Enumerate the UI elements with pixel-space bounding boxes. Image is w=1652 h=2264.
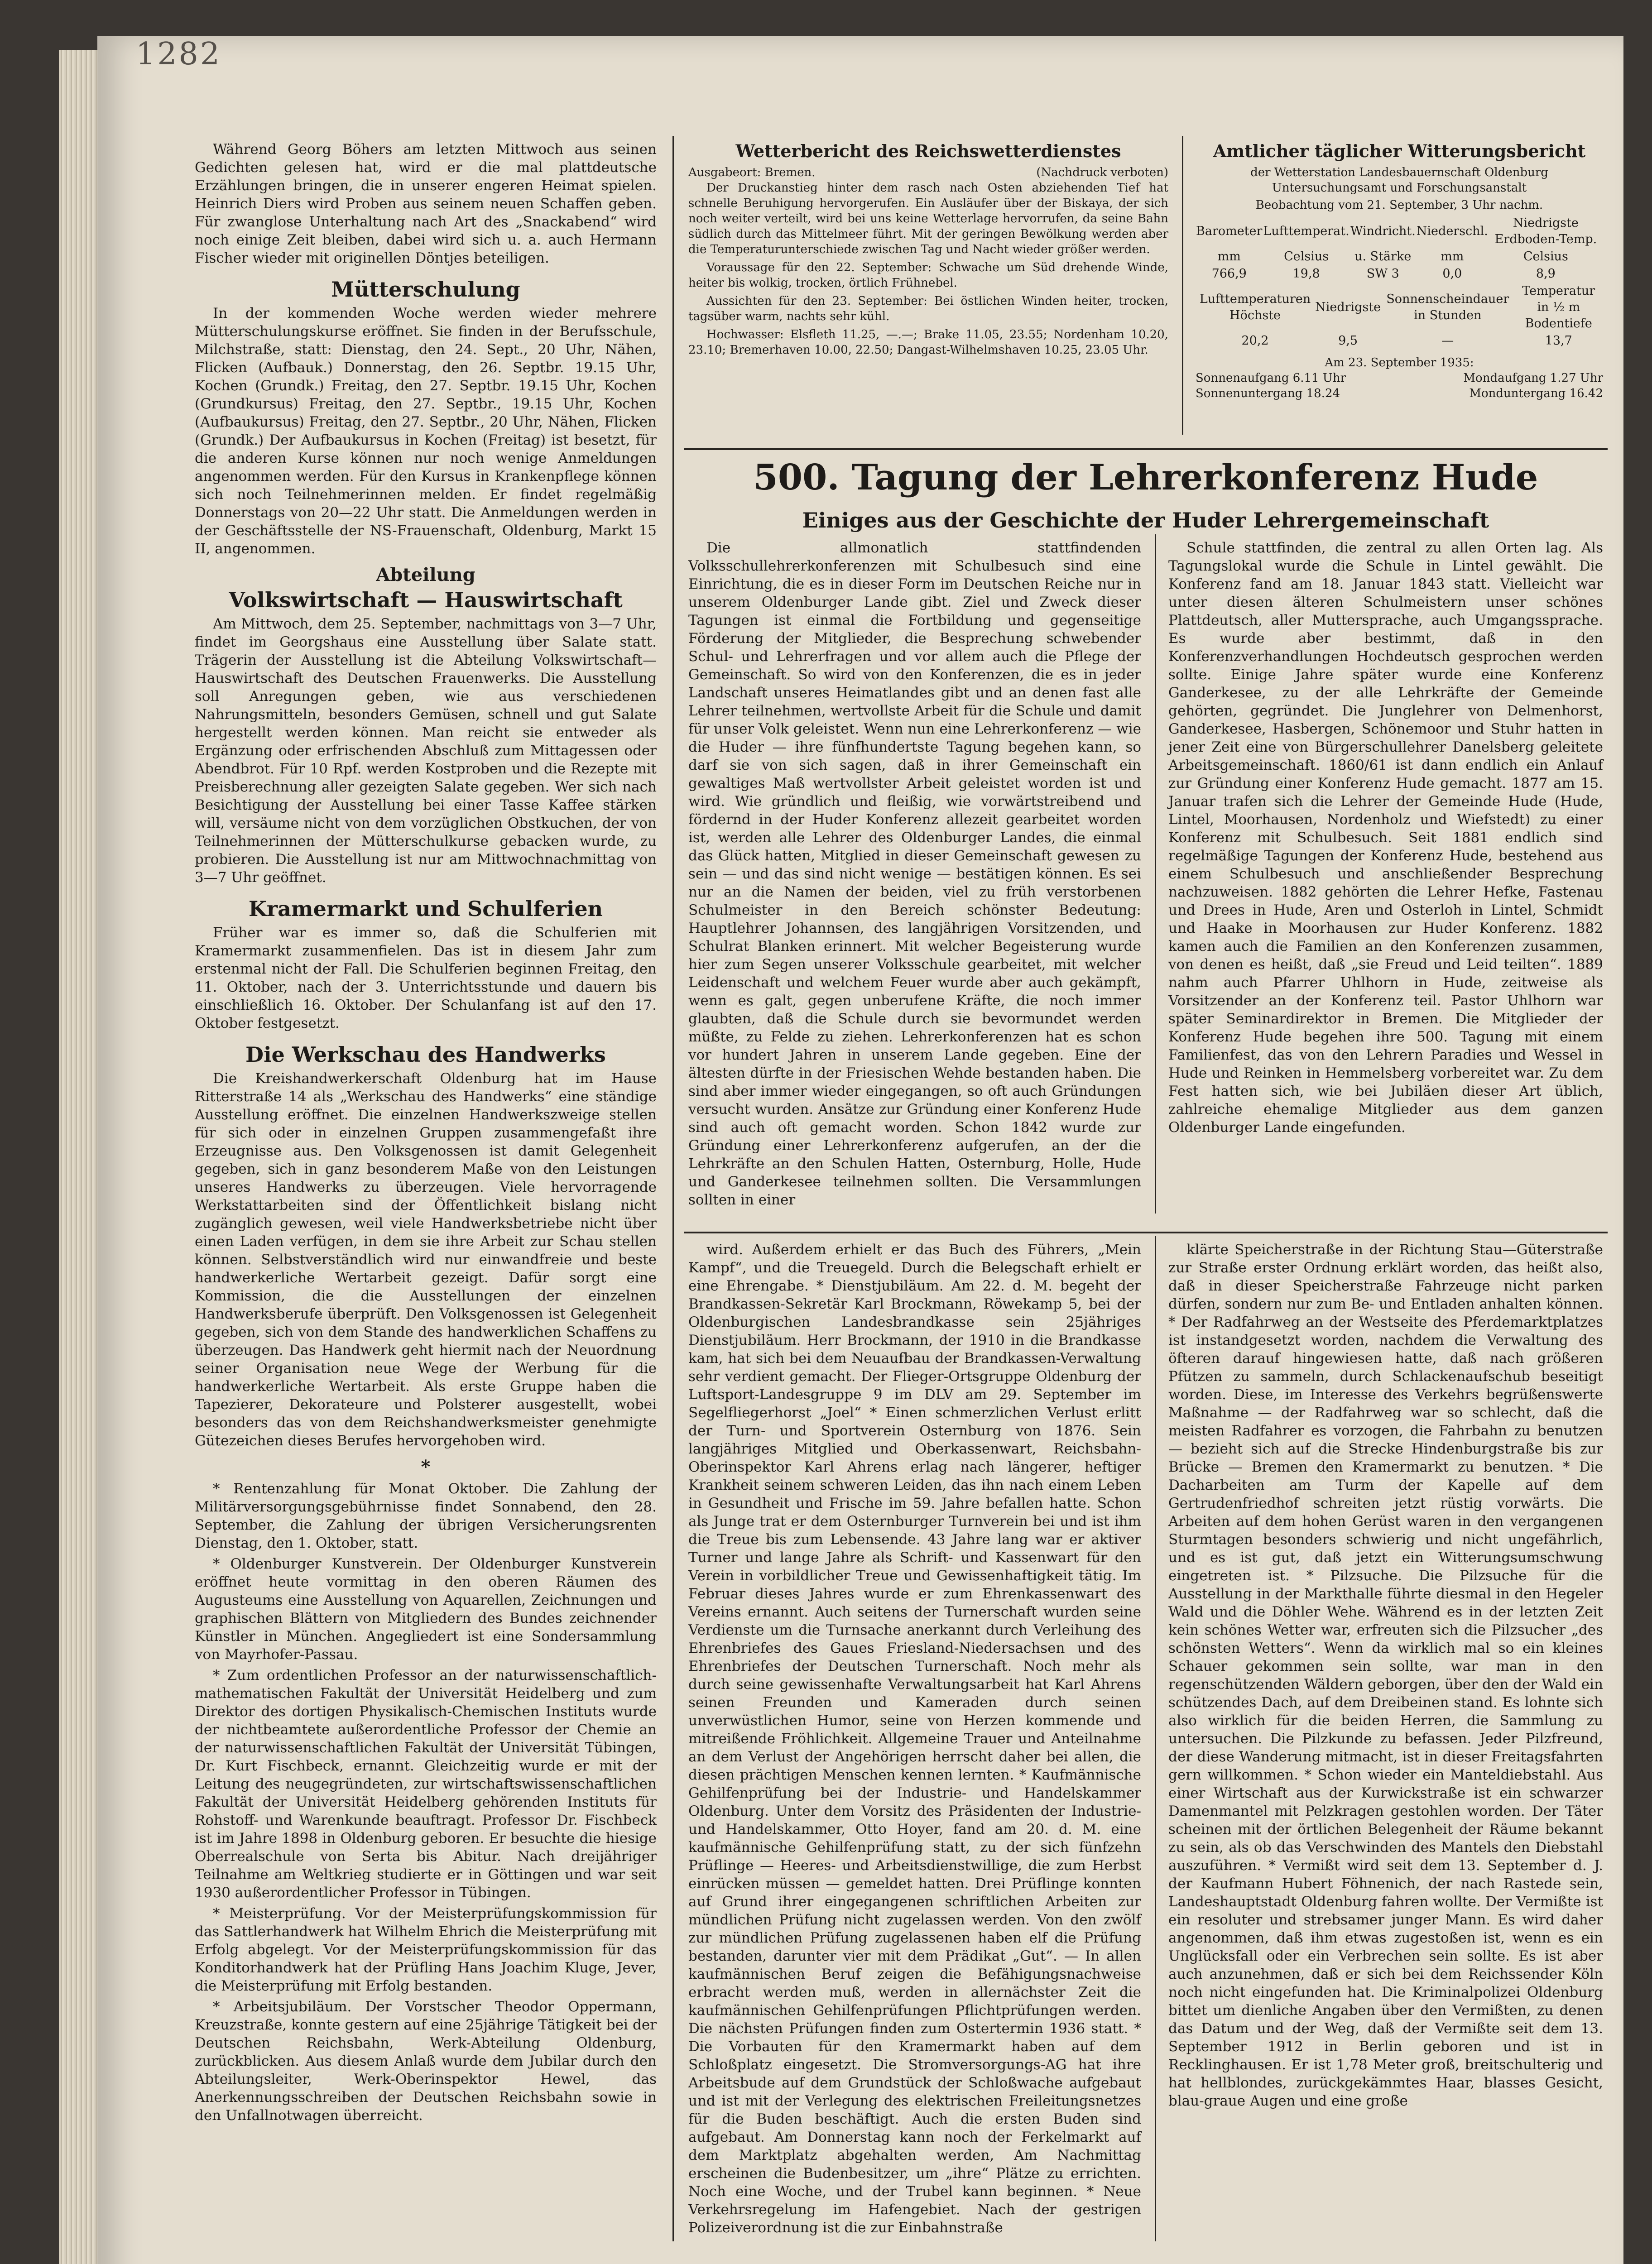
hude-right-column	[1168, 539, 1603, 1139]
temp-value: —	[1441, 334, 1454, 348]
kunstverein-text: * Oldenburger Kunstverein. Der Oldenburger Kunstverein eröffnet heute vormittag in den oberen Räumen des Augusteums eine Ausstellung von Aquarellen, Zeichnungen und graphischen Blättern von Mitgliedern des Bundes zeichnender Künstler in München. Angegliedert ist eine Sondersammlung von Mayrhofer-Passau.	[195, 1556, 657, 1663]
obs-unit: mm	[1217, 249, 1241, 264]
obs-unit: mm	[1441, 249, 1464, 264]
lower-middle-column	[688, 1241, 1141, 2240]
weather-report	[688, 140, 1168, 360]
weather-copyright: (Nachdruck verboten)	[1036, 166, 1168, 179]
arbeitsjubilaeum-text: * Arbeitsjubiläum. Der Vorstscher Theodor Oppermann, Kreuzstraße, konnte gestern auf eine 25jährige Tätigkeit bei der Deutschen Reichsbahn, Werk-Abteilung Oldenburg, zurückblicken. Aus diesem Anlaß wurde dem Jubilar durch den Abteilungsleiter, Werk-Oberinspektor Hewel, das Anerkennungsschreiben der Deutschen Reichsbahn sowie in den Unfallnotwagen überreicht.	[195, 1999, 657, 2124]
official-weather	[1196, 140, 1603, 401]
hude-subtitle: Einiges aus der Geschichte der Huder Lehrergemeinschaft	[802, 508, 1489, 532]
obs-value: SW 3	[1366, 267, 1399, 281]
obs-value: 766,9	[1211, 267, 1247, 281]
moonrise: Mondaufgang 1.27 Uhr	[1463, 371, 1603, 385]
temp-value: 9,5	[1338, 334, 1358, 348]
observation-date: Beobachtung vom 21. September, 3 Uhr nachm.	[1255, 198, 1543, 212]
temp-value: 20,2	[1241, 334, 1269, 348]
hude-left-column	[688, 539, 1141, 1212]
heading-abteilung: Abteilung	[376, 564, 475, 585]
section-rule-top	[684, 448, 1608, 450]
obs-value: 19,8	[1292, 267, 1320, 281]
high-water-times: Hochwasser: Elsfleth 11.25, —.—; Brake 11.05, 23.55; Nordenham 10.20, 23.10; Bremerhaven 10.00, 22.50; Dangast-Wilhelmshaven 10.25, 23.05 Uhr.	[688, 328, 1168, 357]
obs-head: Barometer	[1196, 224, 1263, 238]
weather-outlook: Aussichten für den 23. September: Bei östlichen Winden heiter, trocken, tagsüber warm, nachts sehr kühl.	[688, 294, 1168, 323]
temp-head: Temperatur in ½ m Bodentiefe	[1522, 284, 1595, 331]
werkschau-text: Die Kreishandwerkerschaft Oldenburg hat im Hause Ritterstraße 14 als „Werkschau des Handwerks“ eine ständige Ausstellung eröffnet. Die einzelnen Handwerkszweige stellen für sich oder in einzelnen Gruppen zusammengefaßt ihre Erzeugnisse aus. Den Volksgenossen ist damit Gelegenheit gegeben, sich in ganz besonderem Maße von den Leistungen unseres Handwerks zu überzeugen. Viele hervorragende Werkstattarbeiten sind der Öffentlichkeit bislang nicht zugänglich gewesen, weil viele Handwerksbetriebe nicht über einen Laden verfügen, in dem sie ihre Arbeit zur Schau stellen können. Selbstverständlich wird nur einwandfreie und beste handwerkerliche Wertarbeit gezeigt. Dafür sorgt eine Kommission, die die Ausstellungen der einzelnen Handwerksberufe überprüft. Den Volksgenossen ist Gelegenheit gegeben, sich von dem Stande des handwerklichen Schaffens zu überzeugen. Das Handwerk geht hiermit nach der Neuordnung seiner Organisation neue Wege der Werbung für die handwerkerliche Wertarbeit. Als erste Gruppe haben die Tapezierer, Dekorateure und Polsterer ausgestellt, wobei besonders das von dem Reichshandwerksmeister genehmigte Gütezeichen dieses Berufes hervorgehoben wird.	[195, 1070, 657, 1449]
kramermarkt-text: Früher war es immer so, daß die Schulferien mit Kramermarkt zusammenfielen. Das ist in diesem Jahr zum erstenmal nicht der Fall. Die Schulferien beginnen Freitag, den 11. Oktober, nach der 3. Unterrichtsstunde und dauern bis einschließlich 16. Oktober. Der Schulanfang ist auf den 17. Oktober festgesetzt.	[195, 925, 657, 1031]
volkswirtschaft-text: Am Mittwoch, dem 25. September, nachmittags von 3—7 Uhr, findet im Georgshaus eine Ausstellung über Salate statt. Trägerin der Ausstellung ist die Abteilung Volkswirtschaft—Hauswirtschaft des Deutschen Frauenwerks. Die Ausstellung soll Anregungen geben, wie aus verschiedenen Nahrungsmitteln, besonders Gemüsen, schnell und gut Salate hergestellt werden können. Man reicht sie entweder als Ergänzung oder erfrischenden Abschluß zum Mittagessen oder Abendbrot. Für 10 Rpf. werden Kostproben und die Rezepte mit Preisberechnung aller gezeigten Salate gegeben. Wer sich nach Besichtigung der Ausstellung bei einer Tasse Kaffee stärken will, versäume nicht von dem vorzüglichen Obstkuchen, der von Teilnehmerinnen der Mütterschulkurse gebacken wurde, zu probieren. Die Ausstellung ist nur am Mittwochnachmittag von 3—7 Uhr geöffnet.	[195, 616, 657, 886]
weather-forecast: Voraussage für den 22. September: Schwache um Süd drehende Winde, heiter bis wolkig, trocken, örtlich Frühnebel.	[688, 261, 1168, 290]
rentenzahlung-text: * Rentenzahlung für Monat Oktober. Die Zahlung der Militärversorgungsgebührnisse findet Sonnabend, den 28. September, die Zahlung der übrigen Versicherungsrenten Dienstag, den 1. Oktober, statt.	[195, 1481, 657, 1551]
obs-unit: Celsius	[1523, 249, 1568, 264]
obs-unit: u. Stärke	[1354, 249, 1412, 264]
heading-werkschau: Die Werkschau des Handwerks	[245, 1042, 606, 1067]
obs-head: Windricht.	[1350, 224, 1416, 238]
sunrise: Sonnenaufgang 6.11 Uhr	[1196, 371, 1346, 385]
hude-left-text: Die allmonatlich stattfindenden Volksschullehrerkonferenzen mit Schulbesuch sind eine Einrichtung, die es in dieser Form im Deutschen Reiche nur in unserem Oldenburger Lande gibt. Ziel und Zweck dieser Tagungen ist einmal die Fortbildung und gegenseitige Förderung der Mitglieder, die Besprechung schwebender Schul- und Lehrerfragen und vor allem auch die Pflege der Gemeinschaft. So wird von den Konferenzen, die es in jeder Landschaft unseres Heimatlandes gibt und an denen fast alle Lehrer teilnehmen, wertvollste Arbeit für die Schule und damit für unser Volk geleistet. Wenn nun eine Lehrerkonferenz — wie die Huder — ihre fünfhundertste Tagung begehen kann, so darf sie von sich sagen, daß in ihrer Gemeinschaft ein gewaltiges Maß wertvollster Arbeit geleistet worden ist und wird. Wie gründlich und fleißig, wie vorwärtstreibend und fördernd in der Huder Konferenz allezeit gearbeitet worden ist, werden alle Lehrer des Oldenburger Landes, die einmal das Glück hatten, Mitglied in dieser Gemeinschaft gewesen zu sein — und das sind nicht wenige — bestätigen können. Es sei nur an die Namen der beiden, viel zu früh verstorbenen Schulmeister in den Bereich schönster Bedeutung: Hauptlehrer Johannsen, des langjährigen Vorsitzenden, und Schulrat Blanken erinnert. Mit welcher Begeisterung wurde hier zum Segen unserer Volksschule gearbeitet, mit welcher Leidenschaft und welchem Feuer wurde aber auch gekämpft, wenn es galt, gegen unberufene Kräfte, die noch immer glaubten, daß die Schule durch sie bevormundet werden müßte, zu Felde zu ziehen. Lehrerkonferenzen hat es schon vor hundert Jahren in unserem Lande gegeben. Eine der ältesten dürfte in der Friesischen Wehde bestanden haben. Die sind aber immer wieder eingegangen, so oft auch Gründungen versucht wurden. Ansätze zur Gründung einer Konferenz Hude sind auch oft gemacht worden. Schon 1842 wurde zur Gründung einer Lehrerkonferenz aufgerufen, an der die Lehrkräfte an den Schulen Hatten, Osternburg, Holle, Hude und Ganderkesee teilnehmen sollten. Die Versammlungen sollten in einer	[688, 540, 1141, 1208]
column-rule-1	[672, 136, 674, 2241]
muetterschulung-text: In der kommenden Woche werden wieder mehrere Mütterschulungskurse eröffnet. Sie finden in der Berufsschule, Milchstraße, statt: Dienstag, den 24. Sept., 20 Uhr, Nähen, Flicken (Aufbauk.) Donnerstag, den 26. Septbr. 19.15 Uhr, Kochen (Grundk.) Freitag, den 27. Septbr. 19.15 Uhr, Kochen (Grundkursus) Freitag, den 27. Septbr., 19.15 Uhr, Kochen (Aufbaukursus) Freitag, den 27. Septbr., 20 Uhr, Nähen, Flicken (Grundk.) Der Aufbaukursus in Kochen (Freitag) ist besetzt, für die anderen Kurse können nur noch wenige Anmeldungen angenommen werden. Für den Kursus in Krankenpflege können sich noch Teilnehmerinnen melden. Er findet regelmäßig Donnerstags von 20—22 Uhr statt. Die Anmeldungen werden in der Geschäftsstelle der NS-Frauenschaft, Oldenburg, Markt 15 II, angenommen.	[195, 305, 657, 557]
column-rule-lower	[1155, 1236, 1156, 2241]
meisterpruefung-text: * Meisterprüfung. Vor der Meisterprüfungskommission für das Sattlerhandwerk hat Wilhelm Ehrich die Meisterprüfung mit Erfolg abgelegt. Vor der Meisterprüfungskommission für das Konditorhandwerk hat der Prüfling Hans Joachim Kluge, Jever, die Meisterprüfung mit Erfolg bestanden.	[195, 1905, 657, 1994]
temp-value: 13,7	[1545, 334, 1572, 348]
hude-right-text: Schule stattfinden, die zentral zu allen Orten lag. Als Tagungslokal wurde die Schule in Lintel gewählt. Die Konferenz fand am 18. Januar 1843 statt. Vielleicht war unter diesen älteren Schulmeistern unser schönes Plattdeutsch, aller Muttersprache, auch Umgangssprache. Es wurde aber bestimmt, daß in den Konferenzverhandlungen Hochdeutsch gesprochen werden sollte. Einige Jahre später wurde eine Konferenz Ganderkesee, zu der alle Lehrkräfte der Gemeinde gehörten, gegründet. Die Junglehrer von Delmenhorst, Ganderkesee, Hasbergen, Schönemoor und Stuhr hatten in jener Zeit eine von Bürgerschullehrer Danelsberg geleitete Arbeitsgemeinschaft. 1860/61 ist dann endlich ein Anlauf zur Gründung einer Konferenz Hude gemacht. 1877 am 15. Januar trafen sich die Lehrer der Gemeinde Hude (Hude, Lintel, Moorhausen, Nordenholz und Wiefstedt) zu einer Konferenz mit Schulbesuch. Seit 1881 endlich sind regelmäßige Tagungen der Konferenz Hude, bestehend aus einem Schulbesuch und anschließender Besprechung nachzuweisen. 1882 gehörten die Lehrer Hefke, Fastenau und Drees in Hude, Aren und Osterloh in Lintel, Schmidt und Haake in Moorhausen zur Huder Konferenz. 1882 kamen auch die Familien an den Konferenzen zusammen, von denen es heißt, daß „sie Freud und Leid teilten“. 1889 nahm auch Pfarrer Uhlhorn in Hude, zeitweise als Vorsitzender an der Konferenz teil. Pastor Uhlhorn war später Seminardirektor in Bremen. Die Mitglieder der Konferenz Hude begehen ihre 500. Tagung mit einem Familienfest, das von den Lehrern Paradies und Wessel in Hude und Reinken in Hemmelsberg vorbereitet war. Zu dem Fest hatten sich, wie bei Jubiläen dieser Art üblich, zahlreiche ehemalige Mitglieder aus dem ganzen Oldenburger Lande eingefunden.	[1168, 540, 1603, 1136]
left-column	[195, 140, 657, 2127]
hude-title: 500. Tagung der Lehrerkonferenz Hude	[753, 457, 1538, 498]
temp-head: Lufttemperaturen Höchste	[1199, 292, 1311, 322]
intro-paragraph: Während Georg Böhers am letzten Mittwoch aus seinen Gedichten gelesen hat, wird er die mal plattdeutsche Erzählungen bringen, die in unserer engeren Heimat spielen. Heinrich Diers wird Proben aus seinem neuen Schaffen geben. Für zwanglose Unterhaltung nach Art des „Snackabend“ wird noch einige Zeit bleiben, dabei wird sich u. a. auch Hermann Fischer wieder mit originellen Döntjes beteiligen.	[195, 141, 657, 266]
sun-moon-date: Am 23. September 1935:	[1325, 356, 1474, 369]
temp-head: Sonnenscheindauer in Stunden	[1386, 292, 1509, 322]
page-number: 1282	[136, 36, 222, 72]
observation-table	[1196, 215, 1603, 283]
sunset: Sonnenuntergang 18.24	[1196, 387, 1340, 400]
heading-kramermarkt: Kramermarkt und Schulferien	[248, 897, 603, 921]
obs-head: Niederschl.	[1416, 224, 1488, 238]
professor-text: * Zum ordentlichen Professor an der naturwissenschaftlich-mathematischen Fakultät der Universität Heidelberg und zum Direktor des dortigen Physikalisch-Chemischen Instituts wurde der nichtbeamtete außerordentliche Professor der Chemie an der naturwissenschaftlichen Fakultät der Universität Tübingen, Dr. Kurt Fischbeck, ernannt. Gleichzeitig wurde er mit der Leitung des neugegründeten, zur wirtschaftswissenschaftlichen Fakultät der Universität Heidelberg gehörenden Instituts für Rohstoff- und Warenkunde beauftragt. Professor Dr. Fischbeck ist im Jahre 1898 in Oldenburg geboren. Er besuchte die hiesige Oberrealschule von Serta bis Abitur. Nach dreijähriger Teilnahme am Weltkrieg studierte er in Göttingen und war seit 1930 außerordentlicher Professor in Tübingen.	[195, 1667, 657, 1901]
column-rule-hude	[1155, 534, 1156, 1214]
official-weather-sub2: Untersuchungsamt und Forschungsanstalt	[1272, 181, 1527, 195]
local-news-middle: wird. Außerdem erhielt er das Buch des Führers, „Mein Kampf“, und die Treuegeld. Durch die Belegschaft erhielt er eine Ehrengabe. * Dienstjubiläum. Am 22. d. M. begeht der Brandkassen-Sekretär Karl Brockmann, Röwekamp 5, bei der Oldenburgischen Landesbrandkasse sein 25jähriges Dienstjubiläum. Herr Brockmann, der 1910 in die Brandkasse kam, hat sich bei dem Neuaufbau der Brandkassen-Verwaltung sehr verdient gemacht. Der Flieger-Ortsgruppe Oldenburg der Luftsport-Landesgruppe 9 im DLV am 29. September im Segelfliegerhorst „Joel“ * Einen schmerzlichen Verlust erlitt der Turn- und Sportverein Osternburg von 1876. Sein langjähriges Mitglied und Oberkassenwart, Reichsbahn-Oberinspektor Karl Ahrens erlag nach längerer, heftiger Krankheit seinem schweren Leiden, das ihn nach einem Leben in Gesundheit und Frische im 59. Jahre befallen hatte. Schon als Junge trat er dem Osternburger Turnverein bei und ist ihm die Treue bis zum Lebensende. 43 Jahre lang war er aktiver Turner und lange Jahre als Schrift- und Kassenwart für den Verein in vorbildlicher Treue und Gewissenhaftigkeit tätig. Im Februar dieses Jahres wurde er zum Ehrenkassenwart des Vereins ernannt. Auch seitens der Turnerschaft wurden seine Verdienste um die Turnsache anerkannt durch Verleihung des Ehrenbriefes des Gaues Friesland-Niedersachsen und des Ehrenbriefes der Deutschen Turnerschaft. Noch mehr als durch seine gewissenhafte Verwaltungsarbeit hat Karl Ahrens seinen Freunden und Kameraden durch seinen unverwüstlichen Humor, seine von Herzen kommende und mitreißende Fröhlichkeit. Allgemeine Trauer und Anteilnahme an dem Verlust der Angehörigen herrscht daher bei allen, die diesen prächtigen Menschen kennen lernten. * Kaufmännische Gehilfenprüfung bei der Industrie- und Handelskammer Oldenburg. Unter dem Vorsitz des Präsidenten der Industrie- und Handelskammer, Otto Hoyer, fand am 20. d. M. eine kaufmännische Gehilfenprüfung statt, zu der sich fünfzehn Prüflinge — Heeres- und Arbeitsdienstwillige, die zum Herbst einrücken müssen — gemeldet hatten. Drei Prüflinge konnten auf Grund ihrer eingegangenen schriftlichen Arbeiten zur mündlichen Prüfung nicht zugelassen werden. Von den zwölf zur mündlichen Prüfung zugelassenen haben elf die Prüfung bestanden, darunter vier mit dem Prädikat „Gut“. — In allen kaufmännischen Beruf zeigen die Befähigungsnachweise erbracht werden muß, werden in allernächster Zeit die kaufmännischen Gehilfenprüfungen Pflichtprüfungen werden. Die nächsten Prüfungen finden zum Ostertermin 1936 statt. * Die Vorbauten für den Kramermarkt haben auf dem Schloßplatz eingesetzt. Die Stromversorgungs-AG hat ihre Arbeitsbude auf dem Grundstück der Schloßwache aufgebaut und ist mit der Verlegung des elektrischen Freileitungsnetzes für die Buden beschäftigt. Auch die ersten Buden sind aufgebaut. Am Donnerstag kann noch der Ferkelmarkt auf dem Marktplatz abgehalten werden, Am Nachmittag erscheinen die Budenbesitzer, um „ihre“ Plätze zu errichten. Noch eine Woche, und der Trubel kann beginnen. * Neue Verkehrsregelung im Hafengebiet. Nach der gestrigen Polizeiverordnung ist die zur Einbahnstraße	[688, 1242, 1141, 2236]
heading-muetterschulung: Mütterschulung	[331, 277, 520, 302]
weather-title: Wetterbericht des Reichswetterdienstes	[735, 141, 1121, 161]
obs-head: Lufttemperat.	[1263, 224, 1349, 238]
obs-value: 8,9	[1536, 267, 1556, 281]
book-page-edge	[59, 50, 102, 2264]
obs-value: 0,0	[1442, 267, 1462, 281]
official-weather-sub1: der Wetterstation Landesbauernschaft Oldenburg	[1250, 166, 1548, 179]
temp-head: Niedrigste	[1315, 300, 1381, 314]
weather-location: Ausgabeort: Bremen.	[688, 166, 816, 179]
temperature-table	[1196, 283, 1603, 350]
obs-unit: Celsius	[1284, 249, 1329, 264]
column-rule-2	[1182, 136, 1183, 435]
heading-volkswirtschaft: Volkswirtschaft — Hauswirtschaft	[229, 588, 623, 612]
weather-text: Der Druckanstieg hinter dem rasch nach Osten abziehenden Tief hat schnelle Beruhigung hervorgerufen. Ein Ausläufer über der Biskaya, der sich noch weiter verteilt, wird bei uns keine Wetterlage hervorrufen, da seine Bahn südlich durch das Mittelmeer führt. Mit der geringen Bewölkung werden aber die Temperaturunterschiede zwischen Tag und Nacht wieder größer werden.	[688, 181, 1168, 256]
section-rule-mid	[684, 1232, 1608, 1233]
official-weather-title: Amtlicher täglicher Witterungsbericht	[1213, 141, 1586, 161]
moonset: Monduntergang 16.42	[1469, 387, 1603, 400]
separator-star: *	[421, 1456, 431, 1477]
lower-right-column	[1168, 1241, 1603, 2113]
hude-article-header	[688, 457, 1603, 535]
local-news-right: klärte Speicherstraße in der Richtung Stau—Güterstraße zur Straße erster Ordnung erklärt worden, das heißt also, daß in dieser Speicherstraße Fahrzeuge nicht parken dürfen, sondern nur zum Be- und Entladen anhalten können. * Der Radfahrweg an der Westseite des Pferdemarktplatzes ist instandgesetzt worden, nachdem die Verwaltung des öfteren darauf hingewiesen hatte, daß nach größeren Pfützen zu sammeln, durch Schlackenaufschub beseitigt worden. Diese, im Interesse des Verkehrs begrüßenswerte Maßnahme — der Radfahrweg war so schlecht, daß die meisten Radfahrer es vorzogen, die Fahrbahn zu benutzen — bezieht sich auf die Strecke Hindenburgstraße bis zur Brücke — Bremen den Kramermarkt zu benutzen. * Die Dacharbeiten am Turm der Kapelle auf dem Gertrudenfriedhof schreiten jetzt rüstig vorwärts. Die Arbeiten auf dem hohen Gerüst waren in den vergangenen Sturmtagen besonders schwierig und nicht ungefährlich, und es ist gut, daß jetzt ein Witterungsumschwung eingetreten ist. * Pilzsuche. Die Pilzsuche für die Ausstellung in der Markthalle führte diesmal in den Hegeler Wald und die Döhler Wehe. Während es in der letzten Zeit kein schönes Wetter war, erfreuten sich die Pilzsucher „des schönsten Wetters“. Wenn da wirklich mal so ein kleines Schauer gekommen sein sollte, war man in den regenschützenden Wäldern geborgen, über den der Wald ein schützendes Dach, auf dem Dreibeinen stand. Es lohnte sich also wirklich für die beiden Herren, die Sammlung zu untersuchen. Die Pilzkunde zu befassen. Jeder Pilzfreund, der diese Wanderung mitmacht, ist in dieser Freitagsfahrten gern willkommen. * Schon wieder ein Manteldiebstahl. Aus einer Wirtschaft aus der Kurwickstraße ist ein schwarzer Damenmantel mit Pelzkragen gestohlen worden. Der Täter scheinen mit der örtlichen Belegenheit der Räume bekannt zu sein, als ob das Verschwinden des Mantels den Diebstahl auszuführen. * Vermißt wird seit dem 13. September d. J. der Kaufmann Hubert Föhnenich, der nach Rastede sein, Landeshauptstadt Oldenburg fahren wollte. Der Vermißte ist ein resoluter und strebsamer junger Mann. Es wird daher angenommen, daß ihm etwas zugestoßen ist, wenn es ein Unglücksfall oder ein Verbrechen sein sollte. Es ist aber auch anzunehmen, daß er sich bei dem Reichssender Köln noch nicht eingefunden hat. Die Kriminalpolizei Oldenburg bittet um dienliche Angaben über den Vermißten, zu denen das Datum und der Weg, daß der Vermißte seit dem 13. September 1912 in Berlin geboren und ist in Recklinghausen. Er ist 1,78 Meter groß, breitschulterig und hat hellblondes, zurückgekämmtes Haar, blasses Gesicht, blau-graue Augen und eine große	[1168, 1242, 1603, 2109]
obs-head: Niedrigste Erdboden-Temp.	[1494, 216, 1597, 246]
